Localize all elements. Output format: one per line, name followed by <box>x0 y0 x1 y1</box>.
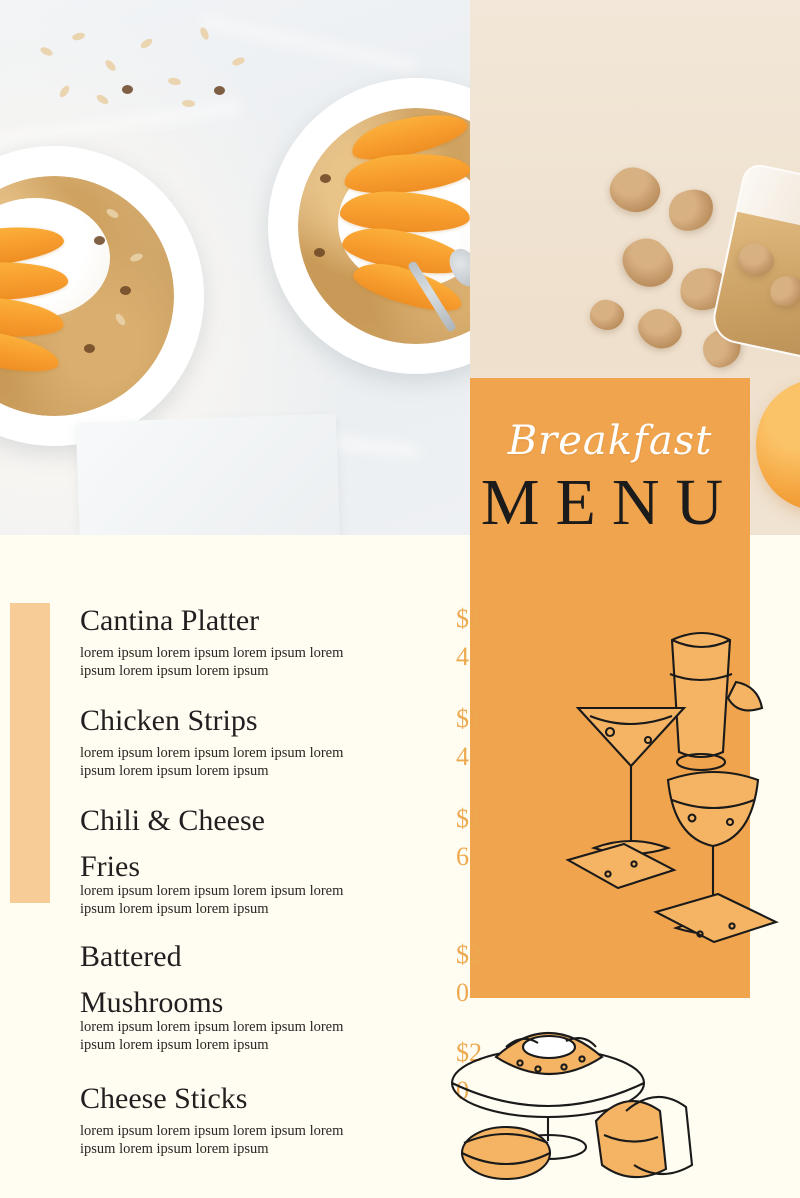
granola-bowls-photo <box>0 0 470 535</box>
menu-item[interactable] <box>80 798 482 918</box>
accent-bar <box>10 603 50 903</box>
drinks-line-art-icon <box>560 612 800 972</box>
menu-item-price: $20 <box>456 1038 482 1105</box>
menu-item-description: lorem ipsum lorem ipsum lorem ipsum lorem ipsum lorem ipsum lorem ipsum <box>80 645 344 679</box>
menu-item[interactable] <box>80 1038 482 1158</box>
menu-item-description: lorem ipsum lorem ipsum lorem ipsum lorem ipsum lorem ipsum lorem ipsum <box>80 1019 344 1053</box>
menu-item-price: $16 <box>456 804 482 871</box>
menu-item-name: Chili & Cheese Fries <box>80 804 265 883</box>
menu-item-name: Chicken Strips <box>80 704 258 737</box>
menu-item-name: Cheese Sticks <box>80 1082 248 1115</box>
menu-item[interactable] <box>80 598 482 680</box>
pastry-line-art-icon <box>420 975 720 1190</box>
menu-items <box>80 598 482 1168</box>
menu-item-name: Battered Mushrooms <box>80 940 224 1019</box>
menu-item-name: Cantina Platter <box>80 604 260 637</box>
menu-item-price: $20 <box>456 940 482 1007</box>
menu-item-description: lorem ipsum lorem ipsum lorem ipsum lorem ipsum lorem ipsum lorem ipsum <box>80 745 344 779</box>
menu-item[interactable] <box>80 934 482 1054</box>
menu-item-price: $14 <box>456 604 482 671</box>
peach <box>756 380 800 510</box>
menu-item-description: lorem ipsum lorem ipsum lorem ipsum lorem ipsum lorem ipsum lorem ipsum <box>80 883 344 917</box>
menu-item[interactable] <box>80 698 482 780</box>
menu-item-description: lorem ipsum lorem ipsum lorem ipsum lorem ipsum lorem ipsum lorem ipsum <box>80 1123 344 1157</box>
menu-item-price: $14 <box>456 704 482 771</box>
banner-main-title: MENU <box>480 466 740 539</box>
napkin <box>76 414 340 535</box>
banner-script-title: Breakfast <box>507 418 713 464</box>
